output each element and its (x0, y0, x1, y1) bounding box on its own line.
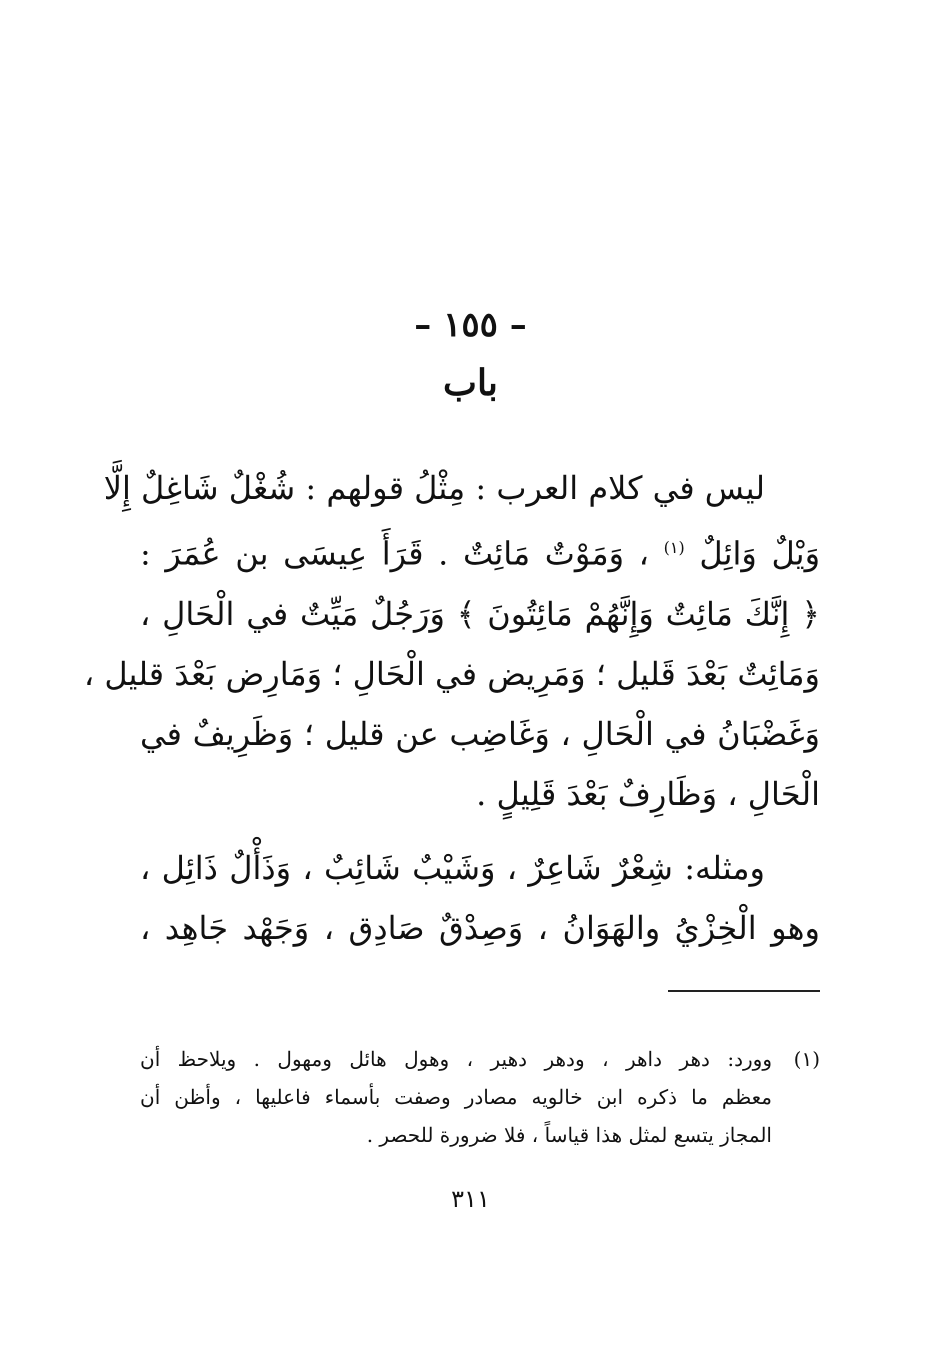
section-title: باب (443, 362, 498, 404)
paragraph-line-segment: وَيْلٌ وَائِلٌ (699, 534, 821, 573)
entry-number-heading: – ١٥٥ – (414, 305, 527, 345)
footnote-line: معظم ما ذكره ابن خالويه مصادر وصفت بأسماء فاعليها ، وأظن أن (140, 1085, 772, 1109)
footnotes-section (140, 1040, 820, 1154)
paragraph-line: وهو الْخِزْيُ والهَوَانُ ، وَصِدْقٌ صَادِق ، وَجَهْد جَاهِد ، (140, 909, 820, 947)
footnote-text (140, 1040, 772, 1154)
paragraph-line-segment: ، وَمَوْتٌ مَائِتٌ . قَرَأَ عِيسَى بن عُمَرَ : (140, 534, 649, 573)
paragraph-line: الْحَالِ ، وَظَارِفٌ بَعْدَ قَلِيلٍ . (476, 774, 820, 813)
paragraph-1 (83, 458, 821, 824)
page-number: ٣١١ (451, 1185, 490, 1213)
paragraph-line: ﴿ إِنَّكَ مَائِتٌ وَإِنَّهُمْ مَائِتُونَ ﴾ وَرَجُلٌ مَيِّتٌ في الْحَالِ ، (140, 594, 820, 633)
footnote-marker: (١) (793, 1047, 820, 1071)
paragraph-line: وَمَائِتٌ بَعْدَ قَليل ؛ وَمَرِيض في الْحَالِ ؛ وَمَارِض بَعْدَ قليل ، (83, 654, 820, 693)
paragraph-line: وَغَضْبَانُ في الْحَالِ ، وَغَاضِب عن قليل ؛ وَظَرِيفٌ في (140, 714, 820, 753)
paragraph-line: ليس في كلام العرب : مِثْلُ قولهم : شُغْلٌ شَاغِلٌ إِلَّا (103, 469, 765, 507)
footnote-reference[interactable]: (١) (663, 538, 685, 557)
paragraph-2 (140, 838, 820, 958)
footnote-line: المجاز يتسع لمثل هذا قياساً ، فلا ضرورة للحصر . (366, 1123, 772, 1147)
footnote-item (140, 1040, 820, 1154)
paragraph-line (140, 518, 820, 584)
paragraph-line: ومثله: شِعْرٌ شَاعِرٌ ، وَشَيْبٌ شَائِبٌ ، وَذَأْلٌ ذَائِل ، (140, 849, 765, 887)
footnote-line: وورد: دهر داهر ، ودهر دهير ، وهول هائل ومهول . ويلاحظ أن (140, 1047, 772, 1071)
footnote-separator (668, 990, 820, 992)
